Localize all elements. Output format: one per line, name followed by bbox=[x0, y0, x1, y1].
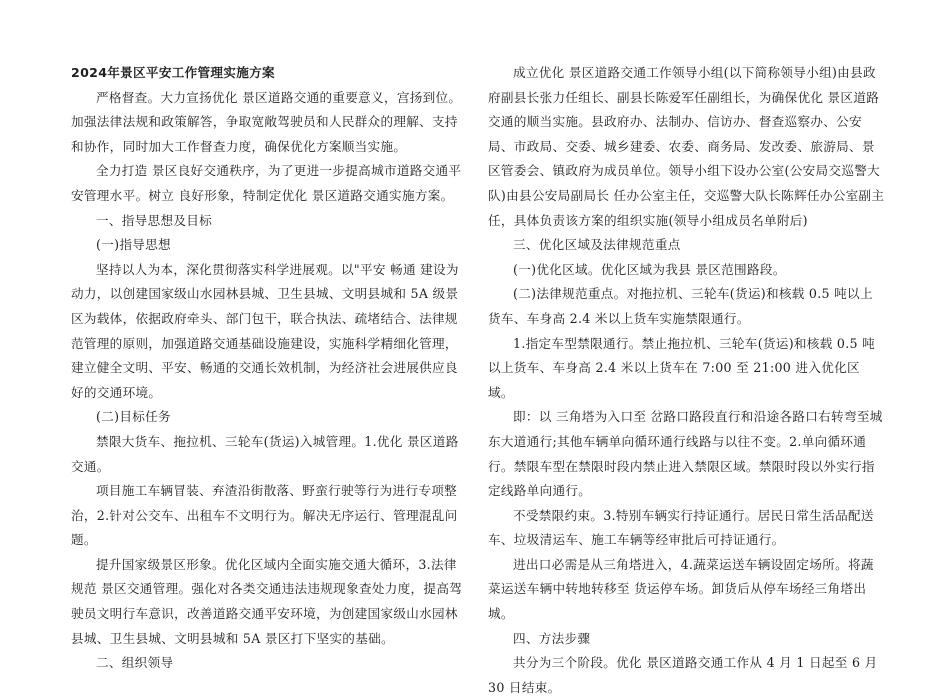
document-title: 2024年景区平安工作管理实施方案 bbox=[71, 65, 275, 80]
paragraph: 即：以 三角塔为入口至 岔路口路段直行和沿途各路口右转弯至城东大道通行;其他车辆单向循环通行线路与以往不变。2.单向循环通行。禁限车型在禁限时段内禁止进入禁限区域。禁限时段以外实行指定线路单向通行。 bbox=[488, 409, 883, 499]
paragraph: 进出口必需是从三角塔进入，4.蔬菜运送车辆设固定场所。将蔬菜运送车辆中转地转移至 货运停车场。卸货后从停车场经三角塔出城。 bbox=[488, 556, 874, 622]
paragraph: 共分为三个阶段。优化 景区道路交通工作从 4 月 1 日起至 6 月 30 日结束。 bbox=[488, 655, 878, 695]
subsection-heading: (一)指导思想 bbox=[96, 237, 171, 253]
paragraph: (一)优化区域。优化区域为我县 景区范围路段。 bbox=[513, 261, 786, 277]
paragraph: (二)法律规范重点。对拖拉机、三轮车(货运)和核载 0.5 吨以上货车、车身高 2.4 米以上货车实施禁限通行。 bbox=[488, 286, 873, 326]
paragraph: 坚持以人为本，深化贯彻落实科学进展观。以"平安 畅通 建设为动力，以创建国家级山水园林县城、卫生县城、文明县城和 5A 级景区为载体，依据政府牵头、部门包干，联合执法、疏堵结合、法律规范管理的原则，加强道路交通基础设施建设，实施科学精细化管理，建立健全文明、平安、畅通的交通长效机制，为经济社会进展供应良好的交通环境。 bbox=[71, 261, 459, 400]
subsection-heading: (二)目标任务 bbox=[96, 409, 171, 425]
paragraph: 全力打造 景区良好交通秩序，为了更进一步提高城市道路交通平安管理水平。树立 良好形象，特制定优化 景区道路交通实施方案。 bbox=[71, 163, 462, 203]
left-column bbox=[71, 61, 468, 676]
paragraph: 提升国家级景区形象。优化区域内全面实施交通大循环，3.法律规范 景区交通管理。强化对各类交通违法违规现象查处力度，提高驾驶员文明行车意识，改善道路交通平安环境，为创建国家级山水园林县城、卫生县城、文明县城和 5A 景区打下坚实的基础。 bbox=[71, 556, 463, 646]
paragraph: 禁限大货车、拖拉机、三轮车(货运)入城管理。1.优化 景区道路交通。 bbox=[71, 433, 459, 474]
section-heading: 四、方法步骤 bbox=[513, 630, 591, 646]
section-heading: 一、指导思想及目标 bbox=[96, 212, 213, 228]
right-column bbox=[488, 61, 885, 700]
paragraph: 项目施工车辆冒装、弃渣沿街散落、野蛮行驶等行为进行专项整治，2.针对公交车、出租车不文明行为。解决无序运行、管理混乱问题。 bbox=[71, 483, 458, 548]
section-heading: 二、组织领导 bbox=[96, 655, 174, 671]
paragraph: 成立优化 景区道路交通工作领导小组(以下简称领导小组)由县政府副县长张力任组长、副县长陈爱军任副组长，为确保优化 景区道路交通的顺当实施。县政府办、法制办、信访办、督查巡察办、公安局、市政局、交委、城乡建委、农委、商务局、发改委、旅游局、景区管委会、镇政府为成员单位。领导小组下设办公室(公安局交巡警大队)由县公安局副局长 任办公室主任，交巡警大队长陈辉任办公室副主任，具体负责该方案的组织实施(领导小组成员名单附后) bbox=[488, 65, 885, 228]
section-heading: 三、优化区域及法律规范重点 bbox=[513, 237, 681, 253]
paragraph: 严格督查。大力宣扬优化 景区道路交通的重要意义，宫扬到位。加强法律法规和政策解答，争取宽敞驾驶员和人民群众的理解、支持和协作，同时加大工作督查力度，确保优化方案顺当实施。 bbox=[71, 89, 462, 154]
paragraph: 不受禁限约束。3.特别车辆实行持证通行。居民日常生活品配送车、垃圾清运车、施工车辆等经审批后可持证通行。 bbox=[488, 507, 874, 548]
paragraph: 1.指定车型禁限通行。禁止拖拉机、三轮车(货运)和核载 0.5 吨以上货车、车身高 2.4 米以上货车在 7:00 至 21:00 进入优化区域。 bbox=[488, 335, 876, 400]
